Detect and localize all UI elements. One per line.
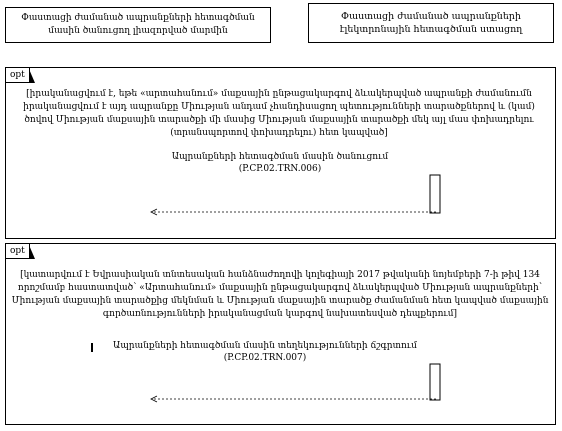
opt-fragment-2-operator: opt: [10, 246, 25, 256]
message-2-activation-box: [430, 364, 440, 400]
message-1-activation-box: [430, 175, 440, 213]
message-1-name: Ապրանքների հետագծման մասին ծանուցում: [171, 152, 389, 162]
actor-electronic-tracking-recipient-label: Փաստացի ժամանած ապրանքների էլեկտրոնային հետագծման ստացող: [339, 11, 523, 35]
actor-authorized-body-label: Փաստացի ժամանած ապրանքների հետագծման մասին ծանուցող լիազորված մարմին: [21, 13, 255, 36]
message-1-code: (P.CP.02.TRN.006): [238, 164, 322, 174]
opt-fragment-1-guard: [իրականացվում է, եթե «արտահանում» մաքսային ընթացակարգով ձևակերպված ապրանքի ժամանումն իրականացվում է այդ ապրանքը Միության անդամ չհանդիսացող պետությունների տարածքներով և (կամ) ծովով Միության մաքսային տարածքի մի մասից Միության մաքսային տարածքի մեկ այլ մաս փոխադրելու (տրանսպորտով փոխադրելու) հետ կապված]: [23, 89, 535, 138]
message-2-name: Ապրանքների հետագծման մասին տեղեկությունների ճշգրտում: [113, 341, 417, 351]
opt-fragment-1-operator: opt: [10, 70, 25, 80]
message-2-code: (P.CP.02.TRN.007): [223, 353, 307, 363]
opt-fragment-2-guard: [կատարվում է Եվրասիական տնտեսական հանձնաժողովի կոլեգիայի 2017 թվականի նոյեմբերի 7-ի թիվ 134 որոշմամբ հաստատված՝ «Արտահանում» մաքսային ընթացակարգով ձևակերպված Միության ապրանքների՝ Միության մաքսային տարածքից մեկնման և Միության մաքսային տարածք ժամանման հետ կապված մաքսային գործառնությունների իրականացման կարգով նախատեսված դեպքերում]: [11, 270, 549, 319]
